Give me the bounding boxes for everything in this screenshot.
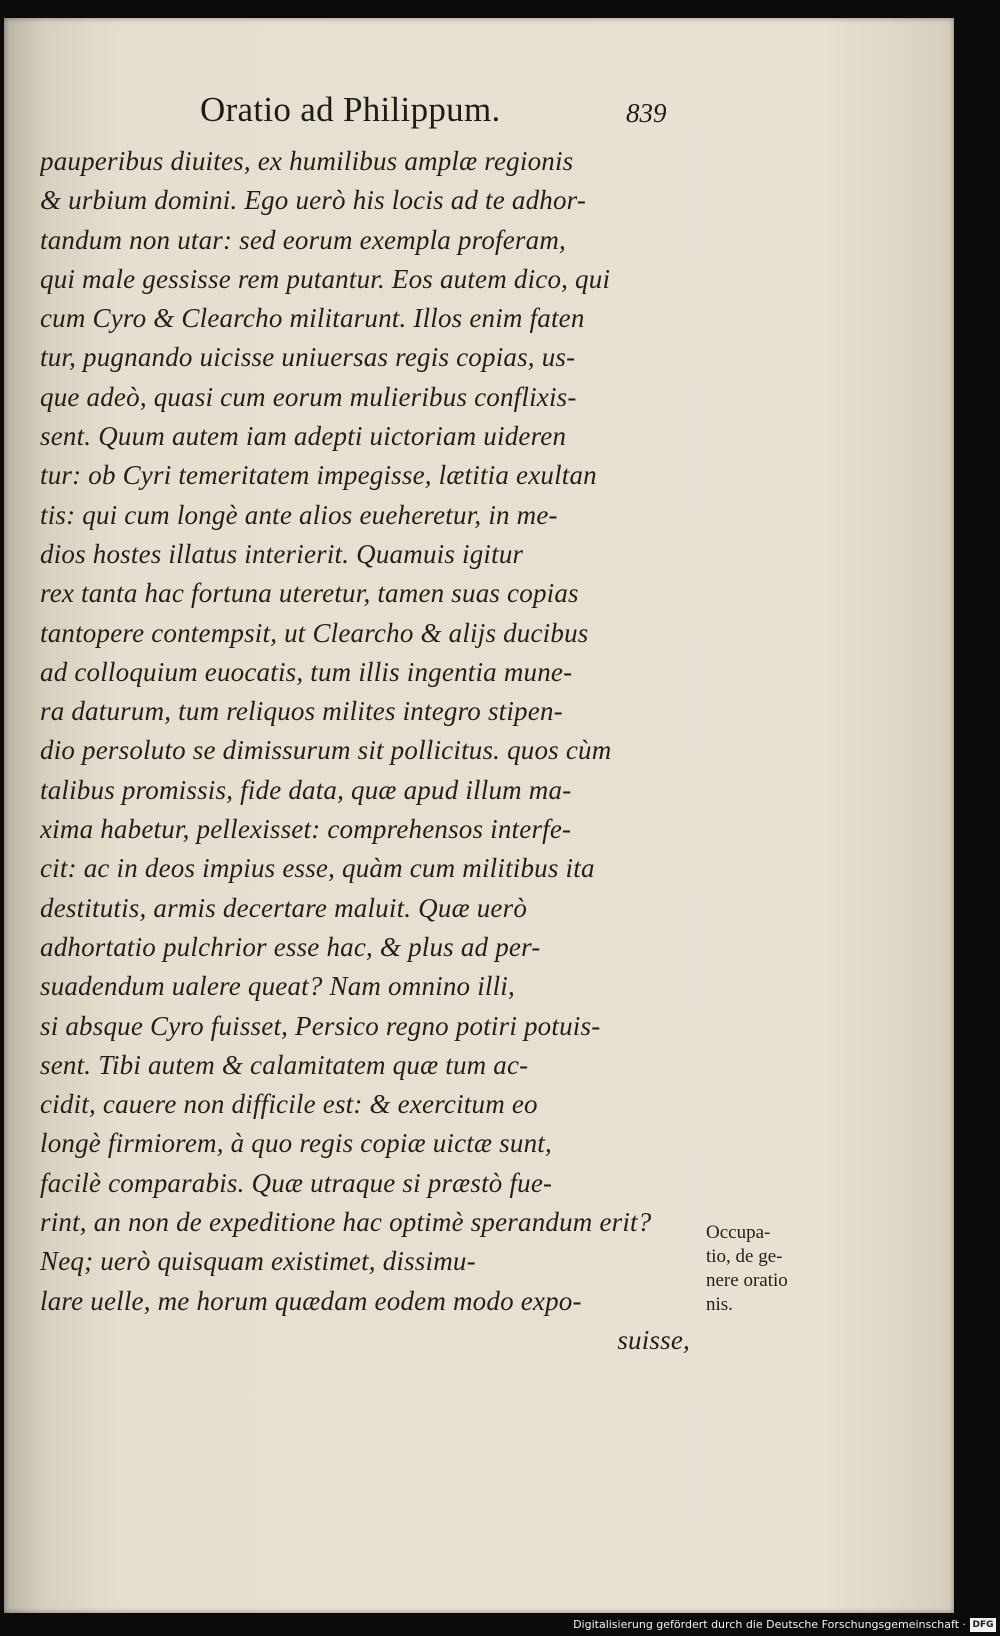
running-title: Oratio ad Philippum.: [200, 90, 501, 129]
text-line: si absque Cyro fuisset, Persico regno potiri potuis-: [40, 1010, 601, 1041]
text-line: cit: ac in deos impius esse, quàm cum militibus ita: [40, 853, 595, 884]
text-line: sent. Quum autem iam adepti uictoriam uideren: [40, 421, 567, 452]
text-line: destitutis, armis decertare maluit. Quæ uerò: [40, 892, 528, 923]
text-line: tis: qui cum longè ante alios eueheretur, in me-: [40, 499, 558, 530]
marginal-note: [706, 1221, 816, 1317]
text-line: cum Cyro & Clearcho militarunt. Illos enim faten: [40, 303, 585, 334]
text-line: dios hostes illatus interierit. Quamuis igitur: [40, 538, 524, 569]
page-number: 839: [626, 98, 667, 128]
dfg-logo: DFG: [970, 1618, 996, 1632]
text-line: ra daturum, tum reliquos milites integro stipen-: [40, 696, 563, 727]
text-line: que adeò, quasi cum eorum mulieribus conflixis-: [40, 381, 577, 412]
catchword-line: suisse,: [617, 1324, 690, 1355]
text-line: dio persoluto se dimissurum sit pollicitus. quos cùm: [40, 735, 612, 766]
text-line: rint, an non de expeditione hac optimè sperandum erit? Neq; uerò quisquam existimet, dissimu-: [40, 1207, 652, 1277]
marginal-note-line: tio, de ge-: [706, 1246, 783, 1267]
text-line: & urbium domini. Ego uerò his locis ad te adhor-: [40, 185, 587, 216]
marginal-note-line: nere oratio: [706, 1270, 788, 1291]
text-line: qui male gessisse rem putantur. Eos autem dico, qui: [40, 263, 611, 294]
text-line: pauperibus diuites, ex humilibus amplæ regionis: [40, 146, 574, 176]
funding-credit: Digitalisierung gefördert durch die Deutsche Forschungsgemeinschaft ·: [573, 1618, 966, 1631]
text-line: suadendum ualere queat? Nam omnino illi,: [40, 971, 515, 1002]
text-line: cidit, cauere non difficile est: & exercitum eo: [40, 1089, 538, 1120]
text-line: tur, pugnando uicisse uniuersas regis copias, us-: [40, 342, 576, 373]
marginal-note-line: Occupa-: [706, 1222, 771, 1243]
text-line: longè firmiorem, à quo regis copiæ uictæ sunt,: [40, 1128, 552, 1159]
marginal-note-line: nis.: [706, 1294, 733, 1315]
text-line: tandum non utar: sed eorum exempla proferam,: [40, 224, 566, 255]
text-line: rex tanta hac fortuna uteretur, tamen suas copias: [40, 578, 579, 609]
book-page: [4, 18, 954, 1613]
text-line: xima habetur, pellexisset: comprehensos interfe-: [40, 814, 572, 845]
text-line: adhortatio pulchrior esse hac, & plus ad per-: [40, 931, 541, 962]
text-line: ad colloquium euocatis, tum illis ingentia mune-: [40, 656, 573, 687]
text-line: facilè comparabis. Quæ utraque si præstò fue-: [40, 1167, 553, 1198]
text-line: tantopere contempsit, ut Clearcho & alijs ducibus: [40, 617, 589, 648]
text-line: lare uelle, me horum quædam eodem modo expo-: [40, 1285, 582, 1316]
text-line: sent. Tibi autem & calamitatem quæ tum ac-: [40, 1049, 529, 1080]
digitization-footer: [0, 1616, 1000, 1636]
text-line: tur: ob Cyri temeritatem impegisse, lætitia exultan: [40, 460, 597, 491]
main-text-block: [40, 142, 700, 1360]
page-header: [4, 90, 954, 140]
text-line: talibus promissis, fide data, quæ apud illum ma-: [40, 774, 572, 805]
